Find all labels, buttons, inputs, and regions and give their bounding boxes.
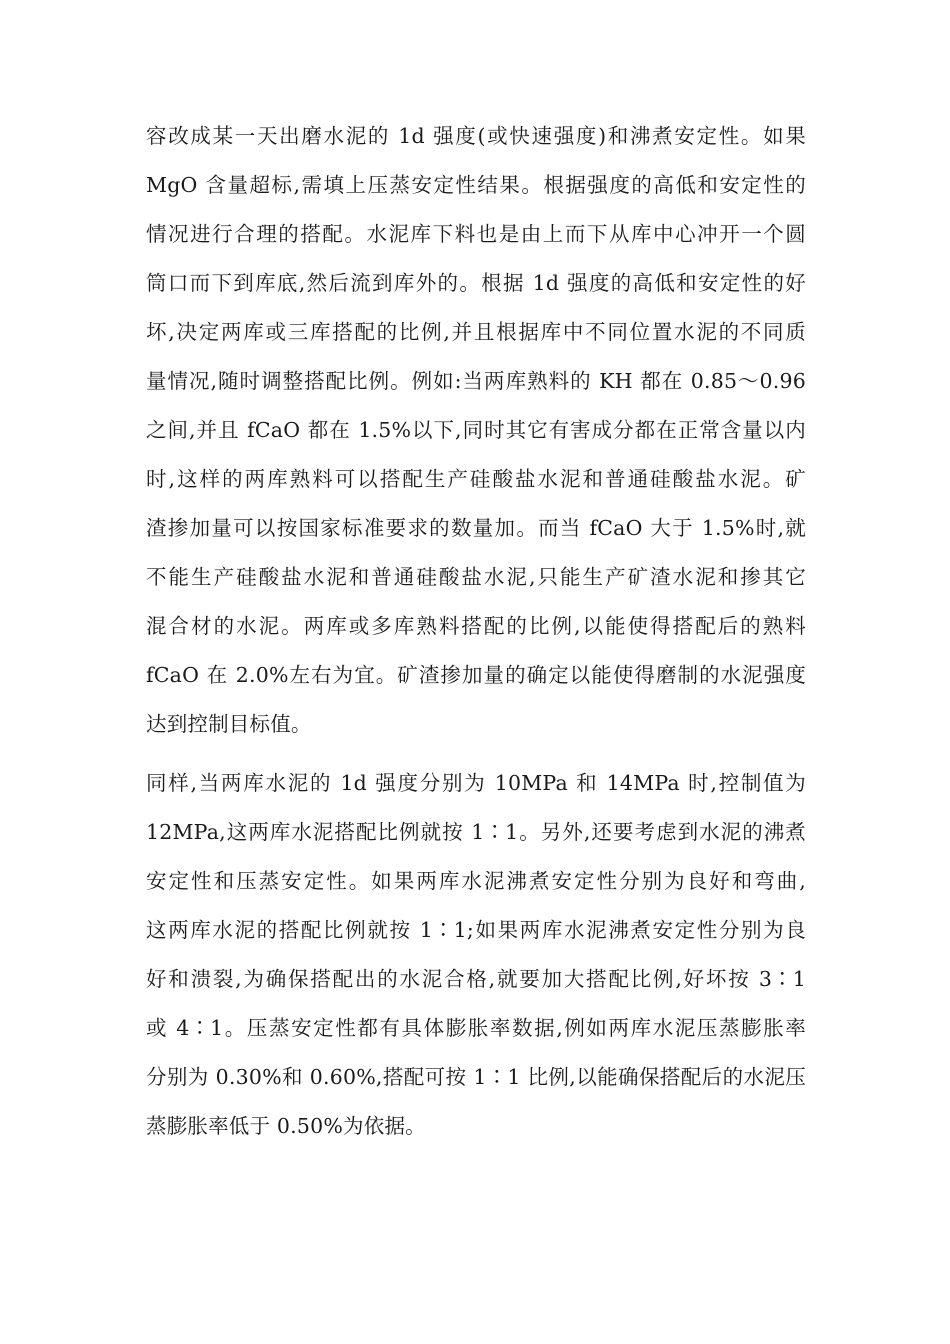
text-line: 不能生产硅酸盐水泥和普通硅酸盐水泥,只能生产矿渣水泥和掺其它 bbox=[146, 565, 806, 589]
text-line: 筒口而下到库底,然后流到库外的。根据 1d 强度的高低和安定性的好 bbox=[146, 271, 806, 295]
text-line: 安定性和压蒸安定性。如果两库水泥沸煮安定性分别为良好和弯曲, bbox=[146, 869, 806, 893]
text-line: 同样,当两库水泥的 1d 强度分别为 10MPa 和 14MPa 时,控制值为 bbox=[146, 771, 806, 795]
text-line: 或 4∶1。压蒸安定性都有具体膨胀率数据,例如两库水泥压蒸膨胀率 bbox=[146, 1016, 806, 1040]
text-line: 好和溃裂,为确保搭配出的水泥合格,就要加大搭配比例,好坏按 3∶1 bbox=[146, 967, 806, 991]
text-line: 蒸膨胀率低于 0.50%为依据。 bbox=[146, 1114, 426, 1138]
text-line: 混合材的水泥。两库或多库熟料搭配的比例,以能使得搭配后的熟料 bbox=[146, 614, 806, 638]
text-line: 渣掺加量可以按国家标准要求的数量加。而当 fCaO 大于 1.5%时,就 bbox=[146, 516, 806, 540]
text-line: 达到控制目标值。 bbox=[146, 712, 312, 736]
text-line: 量情况,随时调整搭配比例。例如:当两库熟料的 KH 都在 0.85～0.96 bbox=[146, 369, 806, 393]
text-line: MgO 含量超标,需填上压蒸安定性结果。根据强度的高低和安定性的 bbox=[146, 173, 806, 197]
text-line: 坏,决定两库或三库搭配的比例,并且根据库中不同位置水泥的不同质 bbox=[146, 320, 806, 344]
text-line: 这两库水泥的搭配比例就按 1∶1;如果两库水泥沸煮安定性分别为良 bbox=[146, 918, 806, 942]
text-line: 时,这样的两库熟料可以搭配生产硅酸盐水泥和普通硅酸盐水泥。矿 bbox=[146, 467, 806, 491]
text-line: 之间,并且 fCaO 都在 1.5%以下,同时其它有害成分都在正常含量以内 bbox=[146, 418, 806, 442]
text-line: 情况进行合理的搭配。水泥库下料也是由上而下从库中心冲开一个圆 bbox=[146, 222, 806, 246]
text-line: 分别为 0.30%和 0.60%,搭配可按 1∶1 比例,以能确保搭配后的水泥压 bbox=[146, 1065, 806, 1089]
text-line: 12MPa,这两库水泥搭配比例就按 1∶1。另外,还要考虑到水泥的沸煮 bbox=[146, 820, 806, 844]
text-line: 容改成某一天出磨水泥的 1d 强度(或快速强度)和沸煮安定性。如果 bbox=[146, 124, 806, 148]
paragraph-1 bbox=[146, 112, 806, 749]
text-line: fCaO 在 2.0%左右为宜。矿渣掺加量的确定以能使得磨制的水泥强度 bbox=[146, 663, 806, 687]
paragraph-2 bbox=[146, 759, 806, 1151]
